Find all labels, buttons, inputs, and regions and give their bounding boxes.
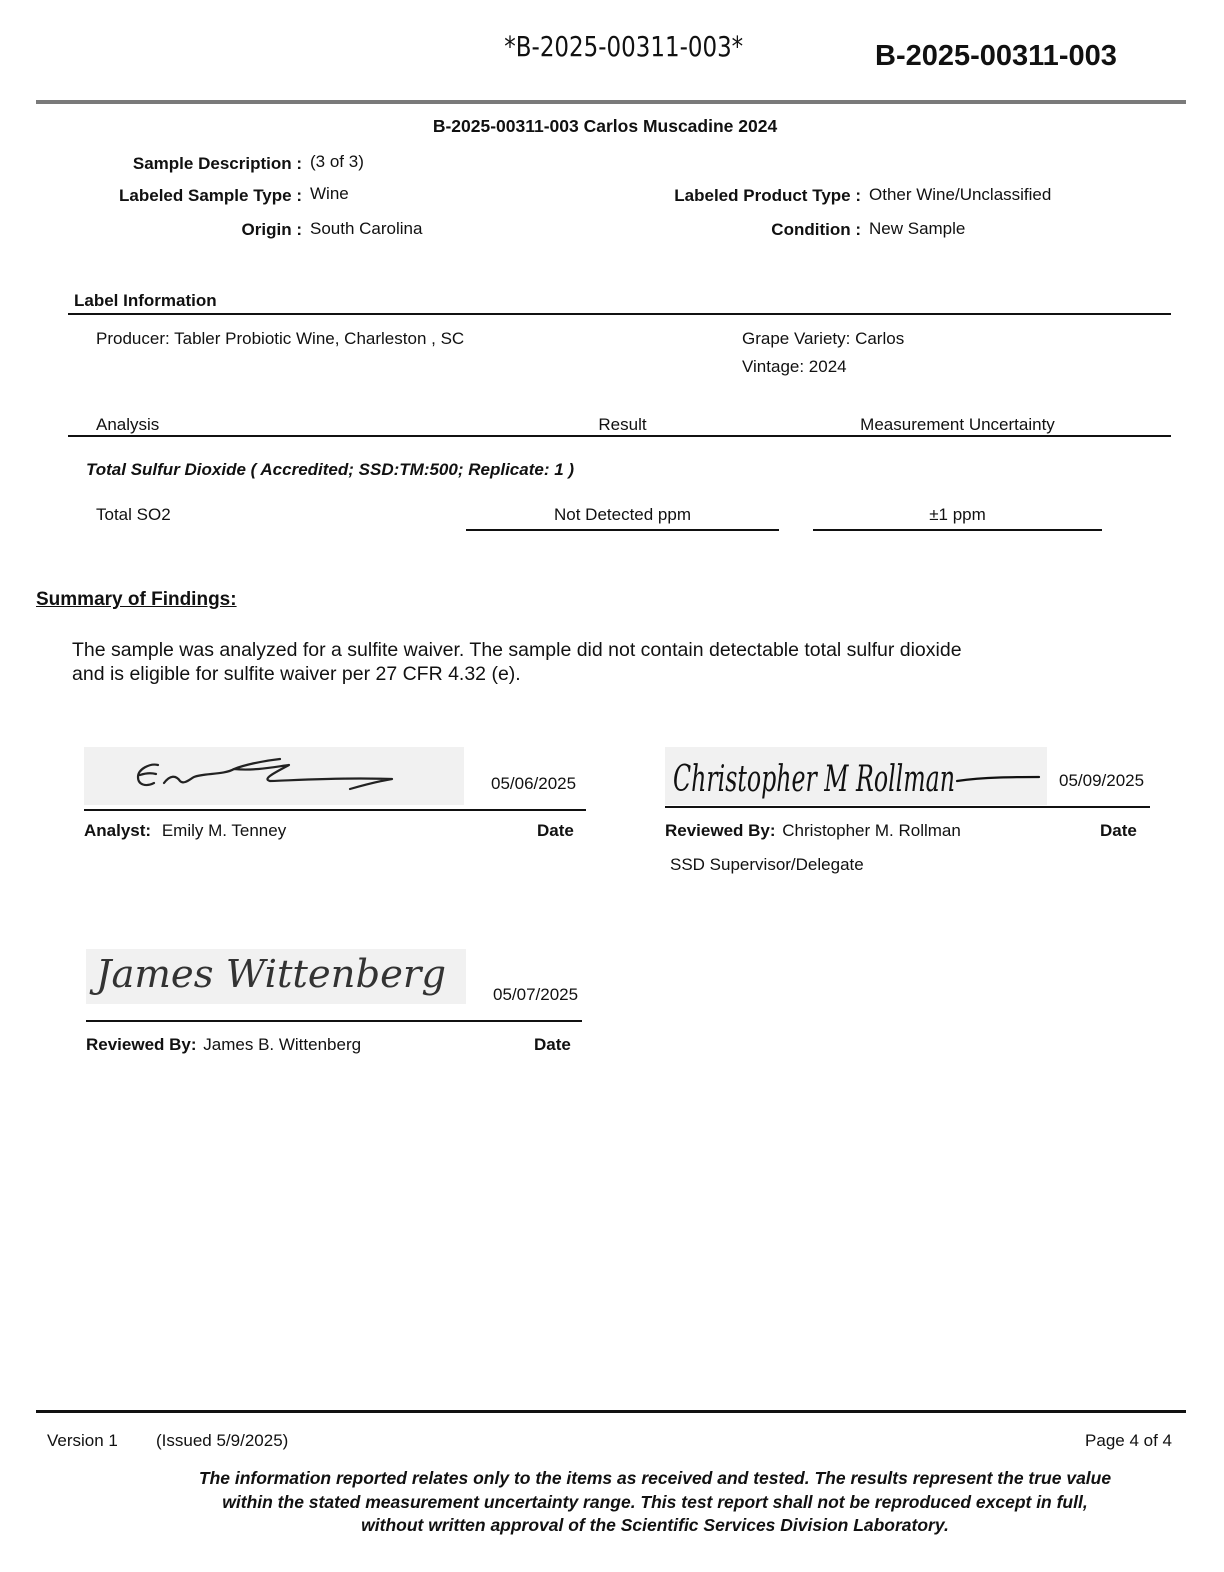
reviewer2-date-label: Date xyxy=(534,1035,571,1054)
reviewer1-role-label: Reviewed By: xyxy=(665,821,776,840)
disclaimer-line-1: The information reported relates only to the items as received and tested. The results represent the true value xyxy=(198,1468,1112,1488)
disclaimer-line-2: within the stated measurement uncertainty range. This test report shall not be reproduced except in full, xyxy=(222,1491,1088,1512)
sample-type-label: Labeled Sample Type : xyxy=(119,186,302,205)
sample-description-label: Sample Description : xyxy=(132,154,302,173)
reviewer1-name: Christopher M. Rollman xyxy=(782,821,961,840)
sample-type-value: Wine xyxy=(310,184,349,203)
result-underline xyxy=(466,529,779,531)
vintage: Vintage: 2024 xyxy=(742,357,847,376)
reviewer2-signature-line xyxy=(86,1020,582,1022)
column-header-uncertainty: Measurement Uncertainty xyxy=(860,415,1055,434)
reviewer1-title: SSD Supervisor/Delegate xyxy=(670,855,864,874)
label-info-heading: Label Information xyxy=(74,291,217,310)
barcode-text: *B-2025-00311-003* xyxy=(504,30,744,63)
condition-value: New Sample xyxy=(869,219,966,238)
reviewer2-signature-script xyxy=(86,949,466,1004)
uncertainty-value: ±1 ppm xyxy=(929,505,986,524)
summary-heading: Summary of Findings: xyxy=(36,589,237,610)
reviewer1-date-label: Date xyxy=(1100,821,1137,840)
analyst-signature-line xyxy=(84,809,586,811)
reviewer2-date: 05/07/2025 xyxy=(493,985,579,1004)
reviewer1-line xyxy=(665,821,961,841)
analyst-name: Emily M. Tenney xyxy=(161,821,287,840)
analyst-date: 05/06/2025 xyxy=(491,774,577,793)
producer: Producer: Tabler Probiotic Wine, Charleston , SC xyxy=(96,329,465,348)
condition-label: Condition : xyxy=(771,220,861,239)
column-header-analysis: Analysis xyxy=(96,415,160,434)
table-header-divider xyxy=(68,435,1171,437)
column-header-result: Result xyxy=(598,415,647,434)
label-info-divider xyxy=(68,313,1171,315)
summary-text-line-1: The sample was analyzed for a sulfite waiver. The sample did not contain detectable total sulfur dioxide xyxy=(72,639,962,661)
reviewer1-date: 05/09/2025 xyxy=(1059,771,1145,790)
footer-issued: (Issued 5/9/2025) xyxy=(156,1431,289,1450)
analyst-role-label: Analyst: xyxy=(84,821,152,840)
product-type-label: Labeled Product Type : xyxy=(674,186,861,205)
grape-variety: Grape Variety: Carlos xyxy=(742,329,905,348)
page-title: B-2025-00311-003 Carlos Muscadine 2024 xyxy=(432,116,778,136)
analyst-line xyxy=(84,821,286,841)
analyst-date-label: Date xyxy=(537,821,574,840)
origin-value: South Carolina xyxy=(310,219,423,238)
footer-disclaimer xyxy=(150,1467,1160,1538)
analyte-name: Total SO2 xyxy=(96,505,171,524)
reviewer2-signature-text: James Wittenberg xyxy=(88,952,447,996)
analyst-signature-image xyxy=(84,747,464,805)
reviewer2-role-label: Reviewed By: xyxy=(86,1035,197,1054)
summary-text-line-2: and is eligible for sulfite waiver per 27 CFR 4.32 (e). xyxy=(72,663,521,685)
reviewer1-signature-script xyxy=(665,747,1047,805)
uncertainty-underline xyxy=(813,529,1102,531)
footer-divider xyxy=(36,1410,1186,1413)
reviewer2-signature-image xyxy=(86,949,466,1004)
product-type-value: Other Wine/Unclassified xyxy=(869,185,1052,204)
origin-label: Origin : xyxy=(241,220,302,239)
result-value: Not Detected ppm xyxy=(553,505,691,524)
analysis-group-title: Total Sulfur Dioxide ( Accredited; SSD:TM:500; Replicate: 1 ) xyxy=(86,460,575,479)
reviewer2-name: James B. Wittenberg xyxy=(203,1035,362,1054)
sample-description-value: (3 of 3) xyxy=(310,152,364,171)
reviewer2-line xyxy=(86,1035,361,1055)
footer-version: Version 1 xyxy=(47,1431,118,1450)
analyst-signature-scribble xyxy=(84,747,464,805)
reviewer1-signature-line xyxy=(665,806,1150,808)
disclaimer-line-3: without written approval of the Scientific Services Division Laboratory. xyxy=(361,1515,949,1535)
reviewer1-signature-image xyxy=(665,747,1047,805)
footer-page-number: Page 4 of 4 xyxy=(1085,1431,1172,1450)
header-divider xyxy=(36,100,1186,104)
report-id: B-2025-00311-003 xyxy=(875,40,1117,72)
reviewer1-signature-text: Christopher M Rollman xyxy=(673,759,955,800)
